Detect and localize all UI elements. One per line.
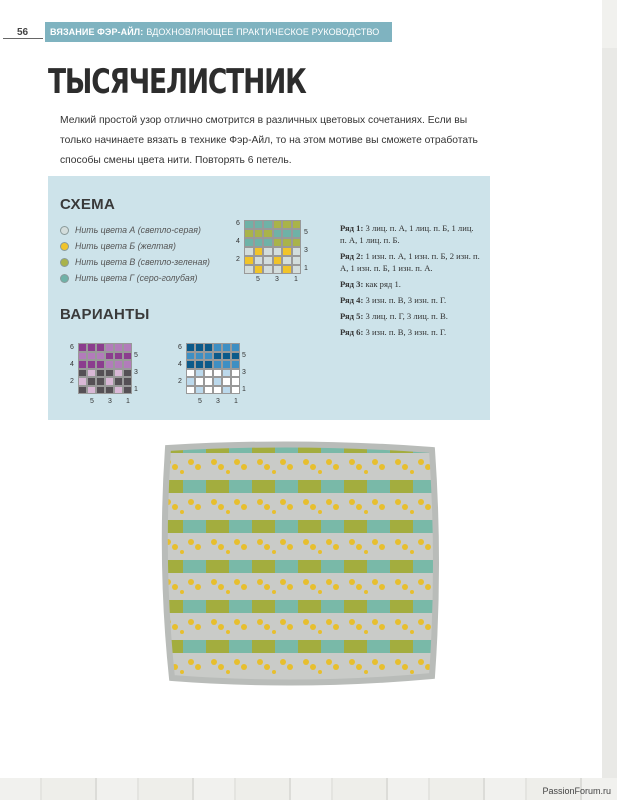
pattern-title: ТЫСЯЧЕЛИСТНИК (48, 62, 306, 102)
chart-cell (213, 360, 222, 369)
col-label: 1 (294, 276, 298, 283)
chart-cell (292, 256, 302, 265)
chart-cell (96, 386, 105, 395)
row-label: 1 (134, 386, 138, 393)
scheme-heading: СХЕМА (60, 196, 116, 213)
chart-cell (282, 265, 292, 274)
chart-cell (273, 256, 283, 265)
chart-cell (195, 377, 204, 386)
chart-cell (282, 229, 292, 238)
chart-cell (195, 386, 204, 395)
chart-cell (222, 377, 231, 386)
chart-cell (114, 369, 123, 378)
chart-cell (273, 265, 283, 274)
main-chart-grid (244, 220, 301, 274)
chart-cell (123, 369, 132, 378)
chart-cell (231, 386, 240, 395)
row-1-instruction: Ряд 1: 3 лиц. п. А, 1 лиц. п. Б, 1 лиц. п. А, 1 лиц. п. Б. (340, 223, 474, 245)
chart-cell (292, 229, 302, 238)
col-label: 3 (275, 276, 279, 283)
chart-cell (105, 377, 114, 386)
row-4-instruction: Ряд 4: 3 изн. п. В, 3 изн. п. Г. (340, 295, 447, 305)
chart-cell (105, 360, 114, 369)
running-header (50, 22, 379, 42)
chart-cell (123, 386, 132, 395)
legend-item (60, 254, 210, 270)
row-2-instruction: Ряд 2: 1 изн. п. А, 1 изн. п. Б, 2 изн. п. А, 1 изн. п. Б, 1 изн. п. А. (340, 251, 480, 273)
chart-cell (195, 369, 204, 378)
chart-cell (231, 352, 240, 361)
page-number-underline (3, 38, 43, 39)
chart-cell (231, 377, 240, 386)
chart-cell (186, 386, 195, 395)
yarn-color-d-dot (60, 274, 69, 283)
chart-cell (204, 352, 213, 361)
book-subtitle: ВДОХНОВЛЯЮЩЕЕ ПРАКТИЧЕСКОЕ РУКОВОДСТВО (146, 27, 380, 37)
chart-cell (96, 377, 105, 386)
row-5-instruction: Ряд 5: 3 лиц. п. Г, 3 лиц. п. В. (340, 311, 448, 321)
chart-cell (87, 352, 96, 361)
chart-cell (263, 256, 273, 265)
chart-cell (244, 247, 254, 256)
chart-cell (114, 377, 123, 386)
chart-cell (292, 265, 302, 274)
variant-1-grid (78, 343, 132, 394)
row-label: 4 (178, 361, 182, 368)
chart-cell (222, 360, 231, 369)
chart-cell (263, 220, 273, 229)
chart-cell (213, 343, 222, 352)
col-label: 5 (198, 398, 202, 405)
chart-cell (273, 247, 283, 256)
chart-cell (273, 220, 283, 229)
chart-cell (186, 343, 195, 352)
chart-cell (78, 360, 87, 369)
chart-cell (96, 360, 105, 369)
yarn-color-b-dot (60, 242, 69, 251)
chart-cell (244, 256, 254, 265)
legend-item (60, 270, 210, 286)
chart-cell (87, 369, 96, 378)
chart-cell (254, 220, 264, 229)
chart-cell (87, 360, 96, 369)
row-6-instruction: Ряд 6: 3 изн. п. В, 3 изн. п. Г. (340, 327, 447, 337)
chart-cell (204, 369, 213, 378)
legend-item (60, 238, 210, 254)
chart-cell (254, 238, 264, 247)
chart-cell (244, 265, 254, 274)
chart-cell (105, 386, 114, 395)
chart-cell (254, 256, 264, 265)
row-label: 3 (304, 247, 308, 254)
chart-cell (96, 343, 105, 352)
chart-cell (273, 229, 283, 238)
row-label: 5 (134, 352, 138, 359)
knitted-swatch-photo (160, 440, 440, 688)
row-label: 4 (70, 361, 74, 368)
chart-cell (263, 238, 273, 247)
chart-cell (114, 343, 123, 352)
chart-cell (123, 343, 132, 352)
col-label: 3 (216, 398, 220, 405)
chart-cell (282, 256, 292, 265)
chart-cell (114, 386, 123, 395)
chart-cell (231, 360, 240, 369)
row-label: 1 (242, 386, 246, 393)
chart-cell (222, 352, 231, 361)
chart-cell (244, 229, 254, 238)
chart-cell (186, 352, 195, 361)
row-label: 4 (236, 238, 240, 245)
color-legend (60, 222, 210, 286)
chart-cell (78, 352, 87, 361)
chart-cell (244, 220, 254, 229)
row-label: 5 (304, 229, 308, 236)
chart-cell (105, 369, 114, 378)
chart-cell (96, 352, 105, 361)
chart-cell (195, 343, 204, 352)
legend-item (60, 222, 210, 238)
chart-cell (87, 343, 96, 352)
variant-2-grid (186, 343, 240, 394)
chart-cell (263, 265, 273, 274)
chart-cell (186, 360, 195, 369)
row-label: 2 (236, 256, 240, 263)
chart-cell (204, 360, 213, 369)
chart-cell (254, 265, 264, 274)
col-label: 5 (256, 276, 260, 283)
chart-cell (105, 343, 114, 352)
chart-cell (222, 369, 231, 378)
row-label: 2 (70, 378, 74, 385)
chart-cell (204, 377, 213, 386)
row-label: 3 (242, 369, 246, 376)
legend-label: Нить цвета Б (желтая) (75, 241, 176, 251)
chart-cell (213, 377, 222, 386)
legend-label: Нить цвета А (светло-серая) (75, 225, 201, 235)
intro-paragraph: Мелкий простой узор отлично смотрится в различных цветовых сочетаниях. Если вы только начинаете вязать в технике Фэр-Айл, то на этом мотиве вы сможете отработать способы смены цвета нити. Повторять 6 петель. (60, 115, 478, 166)
chart-cell (254, 229, 264, 238)
yarn-color-c-dot (60, 258, 69, 267)
chart-cell (254, 247, 264, 256)
chart-cell (105, 352, 114, 361)
wood-background-bottom (0, 778, 617, 800)
row-label: 5 (242, 352, 246, 359)
book-title: ВЯЗАНИЕ ФЭР-АЙЛ: (50, 27, 144, 37)
chart-cell (263, 247, 273, 256)
chart-cell (222, 386, 231, 395)
chart-cell (78, 343, 87, 352)
chart-cell (282, 247, 292, 256)
row-label: 6 (70, 344, 74, 351)
chart-cell (204, 386, 213, 395)
row-label: 6 (236, 220, 240, 227)
chart-cell (87, 377, 96, 386)
chart-cell (273, 238, 283, 247)
chart-cell (87, 386, 96, 395)
chart-cell (78, 377, 87, 386)
chart-cell (186, 377, 195, 386)
chart-cell (213, 352, 222, 361)
row-label: 6 (178, 344, 182, 351)
row-label: 3 (134, 369, 138, 376)
chart-cell (123, 360, 132, 369)
chart-cell (231, 369, 240, 378)
watermark: PassionForum.ru (542, 786, 611, 796)
row-label: 2 (178, 378, 182, 385)
chart-cell (96, 369, 105, 378)
row-label: 1 (304, 265, 308, 272)
col-label: 1 (234, 398, 238, 405)
page-number: 56 (0, 22, 45, 42)
chart-cell (282, 220, 292, 229)
chart-cell (123, 377, 132, 386)
chart-cell (123, 352, 132, 361)
legend-label: Нить цвета В (светло-зеленая) (75, 257, 210, 267)
chart-cell (213, 369, 222, 378)
chart-cell (114, 352, 123, 361)
chart-cell (263, 229, 273, 238)
variants-heading: ВАРИАНТЫ (60, 306, 150, 323)
chart-cell (195, 352, 204, 361)
row-instructions (340, 222, 480, 342)
chart-cell (213, 386, 222, 395)
legend-label: Нить цвета Г (серо-голубая) (75, 273, 198, 283)
chart-cell (282, 238, 292, 247)
chart-cell (78, 386, 87, 395)
chart-cell (292, 247, 302, 256)
chart-cell (222, 343, 231, 352)
chart-panel (48, 176, 490, 420)
chart-cell (195, 360, 204, 369)
yarn-color-a-dot (60, 226, 69, 235)
chart-cell (292, 238, 302, 247)
chart-cell (78, 369, 87, 378)
col-label: 5 (90, 398, 94, 405)
chart-cell (114, 360, 123, 369)
chart-cell (292, 220, 302, 229)
chart-cell (186, 369, 195, 378)
col-label: 3 (108, 398, 112, 405)
row-3-instruction: Ряд 3: как ряд 1. (340, 279, 401, 289)
chart-cell (231, 343, 240, 352)
chart-cell (244, 238, 254, 247)
chart-cell (204, 343, 213, 352)
col-label: 1 (126, 398, 130, 405)
